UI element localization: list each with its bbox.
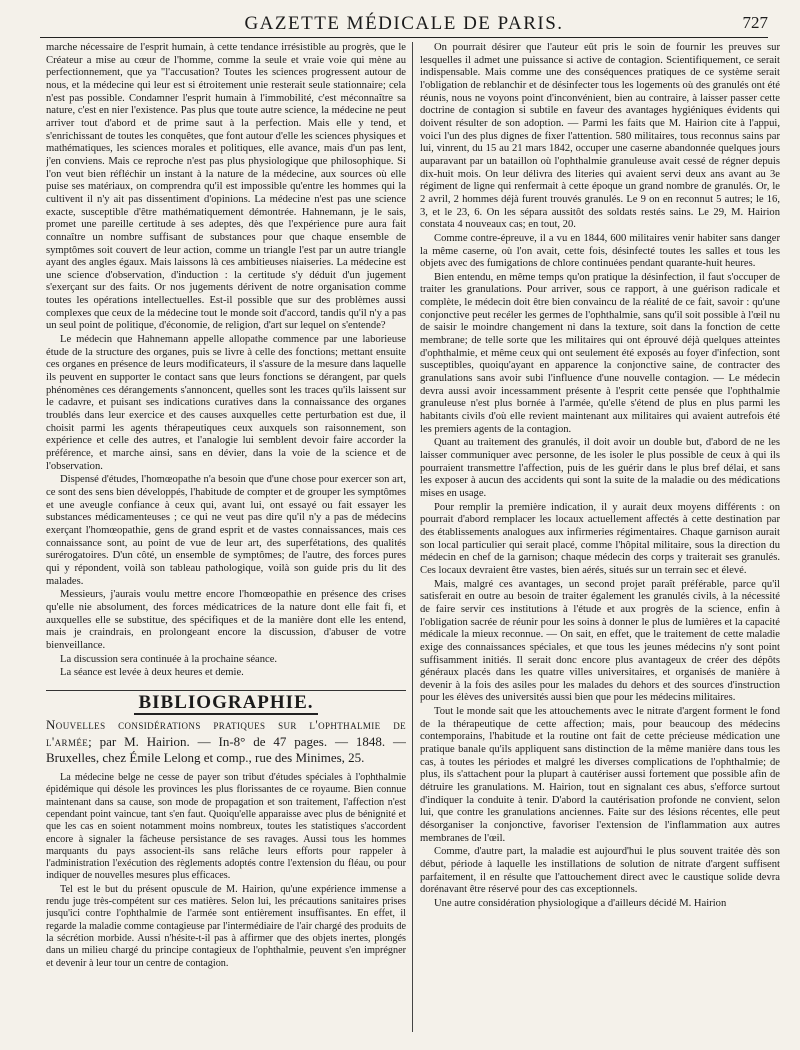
paragraph: Mais, malgré ces avantages, un second projet paraît préférable, parce qu'il satisferait en outre au besoin de traiter également les granulés civils, à la nécessité de faire servir ces institutions à l'étude et aux progrès de la science, enfin à l'obligation sacrée de réunir pour les soins à donner le plus de lumières et la capacité médicale la mieux reconnue. — On sait, en effet, que le traitement de cette maladie exige des connaissances spéciales, et que tous les jeunes médecins n'y sont point suffisamment initiés. Il serait donc encore plus avantageux de créer des dépôts généraux placés dans les quatre villes universitaires, et organisés de manière à devenir à la fois des asiles pour les malades du dehors et des sources d'instruction pour les élèves des universités aussi bien que pour les médecins militaires.	[420, 578, 780, 704]
paragraph: Dispensé d'études, l'homœopathe n'a besoin que d'une chose pour exercer son art, ce sont des sens bien développés, l'habitude de compter et de grouper les symptômes et une aveugle confiance à ceux qui, avant lui, ont essayé ou fait essayer les substances médicamenteuses ; ce qui ne veut pas dire qu'il n'y a pas de médecins exerçant l'homœopathie, gens de grand esprit et de vastes connaissances, mais ces connaissance sont, au point de vue de leur art, des superfétations, des qualités surérogatoires. D'un côté, un ensemble de symptômes; de l'autre, des forces pures qui y répondent, voilà son tableau pathologique, voilà son guide pris du lit des malades.	[46, 474, 406, 587]
journal-title: GAZETTE MÉDICALE DE PARIS.	[244, 13, 564, 34]
bibliographie-heading: BIBLIOGRAPHIE.	[134, 692, 317, 715]
paragraph: Tout le monde sait que les attouchements avec le nitrate d'argent forment le fond de la thérapeutique de cette affection; mais, pour beaucoup des médecins contemporains, l'habitude et la routine ont fait de cette précieuse médication une pratique banale qu'ils appliquent sans distinction de la même manière dans tous les cas, à toutes les périodes et malgré les diverses complications de l'ophthalmie; de plus, ils s'attachent pour la plupart à cautériser aussi fortement que possible afin de détruire les granulations. M. Hairion, tout en signalant ces abus, s'efforce surtout d'indiquer la conduite à tenir. D'abord la cautérisation profonde ne convient, selon lui, que contre les granulations anciennes. Faite sur des lésions récentes, elle peut désorganiser la conjonctive, favoriser l'extension de l'inflammation aux autres membranes de l'œil.	[420, 706, 780, 844]
paragraph: Pour remplir la première indication, il y aurait deux moyens différents : on pourrait d'abord remplacer les locaux actuellement affectés à cette destination par des établissements analogues aux infirmeries régimentaires. Chaque garnison aurait son local particulier qui serait placé, comme l'hôpital militaire, sous la direction du médecin en chef de la garnison; chaque médecin des corps y traiterait ses granulés. Ces locaux devraient être vastes, bien aérés, situés sur un terrain sec et élevé.	[420, 501, 780, 576]
paragraph: Le médecin que Hahnemann appelle allopathe commence par une laborieuse étude de la structure des organes, puis se livre à celle des fonctions; mettant ensuite ces organes en présence de leurs modificateurs, il s'assure de la mesure dans laquelle ils peuvent en supporter le contact sans que leurs fonctions se dérangent, par quels phénomènes ces dérangements s'annoncent, quelles sont les traces qu'ils laissent sur le cadavre, et puisant ses indications curatives dans la connaissance des organes troublés dans leur exercice et des causes auxquelles cette perturbation est due, il choisit parmi les agents thérapeutiques ceux auxquels son raisonnement, son expérience et celle des autres, et l'analogie lui semblent devoir faire accorder la préférence, et marche ainsi, sans en dévier, dans la voie de la science et de l'observation.	[46, 334, 406, 472]
session-note: La séance est levée à deux heures et demie.	[60, 667, 244, 679]
book-details: ; par M. Hairion. — In-8° de 47 pages. — 1848. — Bruxelles, chez Émile Lelong et comp., rue des Minimes, 25.	[46, 733, 406, 765]
column-divider	[412, 42, 413, 1032]
book-reference	[46, 717, 406, 766]
session-note: La discussion sera continuée à la prochaine séance.	[60, 653, 278, 665]
right-column	[420, 42, 780, 1042]
section-title	[46, 691, 406, 713]
section-rule	[46, 690, 406, 691]
paragraph: Tel est le but du présent opuscule de M. Hairion, qu'une expérience immense a rendu juge très-compétent sur ces matières. Selon lui, les précautions sanitaires prises jusqu'ici contre l'ophthalmie de l'armée sont entièrement insuffisantes. En effet, il regarde la maladie comme contagieuse par l'intermédiaire de l'air chargé des produits de la sécrétion morbide. Aussi n'hésite-t-il pas à affirmer que des objets inertes, plongés dans un milieu chargé du principe contagieux de l'ophthalmie, peuvent s'en imprégner et devenir à leur tour un centre de contagion.	[46, 883, 406, 969]
masthead	[40, 10, 768, 38]
paragraph: Messieurs, j'aurais voulu mettre encore l'homœopathie en présence des crises qu'elle nie absolument, des forces médicatrices de la nature dont elle fait fi, et auxquelles elle se substitue, des spécifiques et de la manière dont elle les entend, mais je craindrais, en prolongeant encore la discussion, d'abuser de votre bienveillance.	[46, 589, 406, 651]
paragraph: Comme, d'autre part, la maladie est aujourd'hui le plus souvent traitée dès son début, période à laquelle les instillations de solution de nitrate d'argent suffisent parfaitement, il en résulte que l'attouchement direct avec le caustique solide devra dorénavant être réservé pour des cas exceptionnels.	[420, 846, 780, 896]
book-title: Nouvelles considérations pratiques sur l'ophthalmie de l'armée	[46, 717, 406, 749]
paragraph: Comme contre-épreuve, il a vu en 1844, 600 militaires venir habiter sans danger la même caserne, où l'on avait, cette fois, désinfecté toutes les salles et tous les objets avec des fumigations de chlore continuées pendant quarante-huit heures.	[420, 232, 780, 270]
left-column	[46, 42, 406, 1042]
paragraph: On pourrait désirer que l'auteur eût pris le soin de fournir les preuves sur lesquelles il admet une puissance si active de contagion. Scientifiquement, ce serait indispensable. Mais comme une des conséquences pratiques de ce système serait l'obligation de reblanchir et de désinfecter tous les logements où des granulés ont été réunis, nous ne voyons point d'inconvénient, bien au contraire, à laisser passer cette doctrine de contagion si subtile en faveur des avantages hygiéniques évidents qui doivent résulter de son adoption. — Parmi les faits que M. Hairion cite à l'appui, voici l'un des plus dignes de fixer l'attention. 580 militaires, tous reconnus sains par lui, vinrent, du 15 au 21 mars 1842, occuper une caserne abandonnée quelques jours auparavant par un bataillon où l'ophthalmie granuleuse avait cessé de régner depuis dix-huit mois. On leur délivra des literies qui avaient servi deux ans avant au 3e régiment de ligne qui renfermait à cette époque un grand nombre de granulés. Or, le 2 avril, 2 hommes déjà furent trouvés granulés. Le 9 on en reconnut 5 autres; le 16, 3, et le 23, 6. On les sépara aussitôt des soldats restés sains. Le 29, M. Hairion constata 4 nouveaux cas; en tout, 20.	[420, 42, 780, 231]
paragraph: marche nécessaire de l'esprit humain, à cette tendance irrésistible au progrès, que le Créateur a mise au cœur de l'homme, comme la seule et vraie voie qui mène au perfectionnement, que ya "l'accusation? Toutes les sciences progressent autour de nous, et la médecine qui leur est si étroitement unie resterait seule stationnaire; cela n'est pas possible. Condamner l'esprit humain à l'immobilité, c'est méconnaître sa nature, c'est en nier l'existence. Pas plus que toute autre science, la médecine ne peut arriver tout d'abord et de prime saut à la perfection. Mais elle y tend, et s'enrichissant de toutes les conquêtes, que font autour d'elle les sciences physiques et mathématiques, les sciences morales et politiques, elle avance, mais d'un pas lent, j'en conviens. Mais ce reproche n'est pas plus physiologique que philosophique. Si l'on veut bien réfléchir un instant à la nature de la médecine, aux sources où elle puise ses matériaux, on comprendra qu'il est impossible qu'entre les hommes qui la cultivent il n'y ait pas dissentiment d'opinions. La médecine n'est pas une science exacte, susceptible d'être mathématiquement démontrée. Hahnemann, je le sais, promet une pareille certitude à ses adeptes, dès que l'expérience pure aura fait connaître un nombre suffisant de substances pour que chaque ensemble de symptômes soit couvert de leur action, comme un triangle l'est par un autre triangle ayant des angles égaux. Mais laissons là ces ambitieuses niaiseries. La médecine est une science d'observation, d'induction : la certitude s'y déduit d'un jugement s'exerçant sur des faits. Or nos jugements dérivent de notre organisation comme toutes les opérations intellectuelles. Est-il possible que sur des problèmes aussi complexes que ceux de la médecine tout le monde soit d'accord, tandis qu'il n'y a pas un seul point de politique, d'économie, de religion, d'art sur lequel on s'entende?	[46, 42, 406, 332]
paragraph: Bien entendu, en même temps qu'on pratique la désinfection, il faut s'occuper de traiter les granulations. Pour arriver, sous ce rapport, à une guérison radicale et complète, le médecin doit être bien convaincu de la réalité de ce fait, savoir : qu'une conjonctive peut recéler les germes de l'ophthalmie, sans qu'il soit possible à l'œil nu de saisir le moindre changement ni dans la texture, soit dans la fonction de cette membrane; de telle sorte que les militaires qui ont éprouvé déjà quelques atteintes d'ophthalmie, et même ceux qui ont seulement été exposés au foyer d'infection, sont susceptibles, quoiqu'ayant en apparence la conjonctive saine, de contracter des granulations sans avoir subi l'influence d'une nouvelle contagion. — Le médecin devra aussi avoir incessamment présente à l'esprit cette pensée que l'ophthalmie granuleuse n'est plus bornée à l'armée, qu'elle s'étend de plus en plus parmi les habitants civils d'où elle revient maintenant aux militaires qui avaient autrefois été les premiers agents de la contagion.	[420, 271, 780, 435]
paragraph: La médecine belge ne cesse de payer son tribut d'études spéciales à l'ophthalmie épidémique qui désole les provinces les plus florissantes de ce royaume. Bien connue maintenant dans sa cause, son mode de propagation et son traitement, l'affection n'est cependant point vaincue, tant s'en faut. Quoiqu'elle apparaisse avec plus de bénignité et que les cas en soient notamment moins nombreux, toutes les statistiques s'accordent encore à signaler la fâcheuse persistance de ses ravages. Aussi tous les hommes marquants du pays associent-ils sans relâche leurs efforts pour rappeler à l'administration l'exécution des règlements adoptés contre l'extension du fléau, ou pour indiquer de nouvelles mesures plus efficaces.	[46, 772, 406, 882]
page-number: 727	[742, 13, 768, 32]
paragraph: Une autre considération physiologique a d'ailleurs décidé M. Hairion	[434, 897, 727, 909]
paragraph: Quant au traitement des granulés, il doit avoir un double but, d'abord de ne les laisser communiquer avec personne, de les isoler le plus possible de ceux à qui ils pourraient transmettre l'affection, puis de les guérir dans le plus bref délai, et sans les exposer à aucun des accidents qui sont la suite de la maladie ou des médications mises en usage.	[420, 437, 780, 499]
